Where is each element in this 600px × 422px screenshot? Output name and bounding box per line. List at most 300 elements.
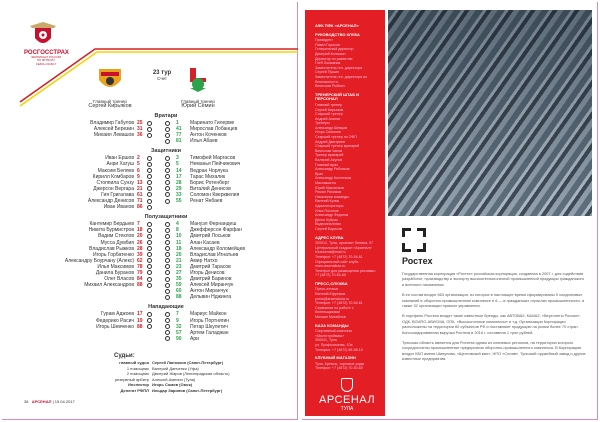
away-player-number: 55	[176, 198, 182, 205]
away-player-name: Ренат Янбаев	[190, 198, 223, 205]
away-circle-icon	[165, 162, 170, 167]
away-coach: Юрий Семин	[181, 103, 215, 109]
home-player-number: 18	[137, 227, 143, 234]
away-player-number: 9	[176, 317, 179, 324]
home-player-name: Максим Беляев	[97, 167, 134, 174]
arsenal-logo-name: АРСЕНАЛ	[319, 394, 376, 406]
panel-line: Главный тренер	[315, 102, 342, 107]
away-player-name: Антон Миранчук	[190, 288, 228, 295]
spacer	[157, 336, 165, 342]
away-circle-icon	[165, 133, 170, 138]
right-page	[302, 2, 598, 420]
panel-line: press@arsenaltula.ru	[315, 296, 350, 301]
away-player-name: Соломон Кверквелия	[190, 191, 240, 198]
rostec-name: Ростех	[402, 256, 433, 266]
home-player-number: 25	[137, 120, 143, 126]
league-brand-name: РОСГОССТРАХ	[24, 50, 69, 56]
away-player-number: 32	[176, 323, 182, 330]
away-circle-icon	[165, 295, 170, 300]
referee-role: Делегат РФПЛ	[120, 387, 149, 393]
home-club	[80, 66, 140, 109]
panel-line: Старший тренер вратарей	[315, 144, 360, 149]
home-player-name: Кантемир Бердыев	[89, 221, 134, 228]
home-player-number: 7	[137, 221, 140, 228]
home-player-number: 62	[137, 257, 143, 264]
away-player-number: 77	[176, 132, 182, 139]
home-player-number: 13	[137, 179, 143, 186]
panel-heading: КЛУБНЫЙ МАГАЗИН	[315, 355, 356, 361]
home-circle-icon	[147, 240, 152, 245]
home-player-number: 61	[137, 191, 143, 198]
panel-line: Евгений Ефремов	[315, 292, 346, 297]
away-circle-icon	[165, 330, 170, 335]
away-player-name: Мануэл Фернандеш	[190, 221, 237, 228]
panel-line: Сергей Кирьяков	[315, 107, 344, 112]
away-circle-icon	[165, 246, 170, 251]
referee-name: Сергей Лапочкин (Санкт-Петербург)	[152, 360, 224, 365]
away-circle-icon	[165, 240, 170, 245]
panel-line: 300041, Тула	[315, 338, 337, 343]
home-player-number: 6	[137, 167, 140, 174]
home-player-name: Александр Денисов	[87, 198, 134, 205]
away-player-name: Дмитрий Баринов	[190, 276, 232, 283]
rostec-ad	[402, 228, 587, 367]
home-player-number: 26	[137, 239, 143, 246]
away-circle-icon	[165, 264, 170, 269]
away-circle-icon	[165, 234, 170, 239]
away-circle-icon	[165, 192, 170, 197]
rostec-paragraph: В портфель Ростеха входят такие известные бренды, как АВТОВАЗ, КАМАЗ, «Вертолеты России», ОДК, ВСМПО-АВИСМА, ОПК, «Высокоточные комплексы» и т.д. Организации Корпорации расположены на территории 60 субъектов РФ и поставляют продукцию на рынки более 70 стран. Консолидированная выручка Ростеха в 2016 г. составила 1 трлн рублей.	[402, 313, 581, 335]
score-label: Счет	[157, 76, 167, 81]
away-player-number: 60	[176, 288, 182, 295]
home-player-name: Федерико Расич	[95, 317, 134, 324]
away-player-number: 88	[176, 294, 182, 301]
industrial-photo	[388, 10, 592, 216]
home-player-number: 19	[137, 317, 143, 324]
away-player-number: 20	[176, 251, 182, 258]
home-circle-icon	[147, 121, 152, 126]
home-player-number	[137, 294, 147, 300]
panel-line: Вячеслав Рыбкин	[315, 84, 345, 89]
referee-role: 2 помощник	[126, 371, 149, 377]
panel-heading: РУКОВОДСТВО КЛУБА	[315, 31, 360, 37]
away-player-name: Неманья Пейчинович	[190, 161, 241, 168]
lokomotiv-crest-icon	[186, 66, 210, 92]
section-title: Защитники	[150, 148, 182, 155]
rostec-paragraph: Тульская область является для Ростеха одним из ключевых регионов, на территории которого сосредоточены промышленные предприятия оборонно-промышленного комплекса. В Корпорацию входят КБП имени Шипунова, «Щегловский вал», НПО «Сплав», Тульский оружейный завод и другие известные предприятия.	[402, 340, 586, 362]
away-circle-icon	[165, 222, 170, 227]
panel-line: Александр Рябчиков	[315, 167, 350, 172]
away-player-number: 33	[176, 191, 182, 198]
away-player-number: 59	[176, 282, 182, 289]
home-player-name: Стоппила Сунзу	[96, 179, 134, 186]
home-player-name: Олег Власов	[104, 276, 134, 283]
referee-role: главный судья	[119, 360, 149, 365]
footer-date: 15.04.2017	[54, 399, 75, 404]
home-player-name: Владимир Габулов	[90, 120, 134, 126]
away-player-name: Алексей Миранчук	[190, 282, 234, 289]
panel-line: Вячеслав Чанов	[315, 148, 343, 153]
away-player-name: Виталий Денисов	[190, 185, 231, 192]
away-circle-icon	[165, 174, 170, 179]
panel-line: Администраторы	[315, 203, 344, 208]
arsenal-logo	[319, 378, 375, 412]
home-circle-icon	[147, 174, 152, 179]
panel-line: Телефон: +7 (4872) 70-54-61	[315, 254, 363, 259]
panel-heading: ТРЕНЕРСКИЙ ШТАБ И ПЕРСОНАЛ	[315, 91, 360, 102]
away-circle-icon	[165, 258, 170, 263]
panel-line: Главный врач	[315, 162, 339, 167]
home-player-name: Джерсон Вергара	[93, 185, 134, 192]
away-circle-icon	[165, 156, 170, 161]
panel-line: Евгений Кулик	[315, 199, 340, 204]
away-circle-icon	[165, 324, 170, 329]
home-circle-icon	[147, 258, 152, 263]
away-player-number: 27	[176, 269, 182, 276]
home-coach-label: Главный тренер	[93, 99, 127, 104]
home-player-name: Иван Иванов	[103, 204, 134, 211]
away-player-name: Тарас Михалик	[190, 173, 226, 180]
away-circle-icon	[165, 139, 170, 144]
panel-line: Денис Кубрак	[315, 217, 338, 222]
page-number: 38	[24, 399, 29, 404]
home-player-name: Илья Максимов	[97, 263, 134, 270]
referee-name: Валерий Данченко (Уфа)	[152, 365, 199, 371]
away-circle-icon	[165, 318, 170, 323]
rostec-logo-icon	[402, 228, 426, 252]
home-circle-icon	[147, 228, 152, 233]
home-player-name: Владислав Рыжков	[89, 245, 134, 252]
panel-line: 300012, Тула, проспект Ленина, 97	[315, 241, 374, 246]
home-player-name	[22, 294, 137, 300]
away-player-name: Антон Коченков	[190, 132, 227, 139]
away-circle-icon	[165, 289, 170, 294]
panel-line: Директор по развитию	[315, 56, 353, 61]
panel-line: Александр Костенков	[315, 176, 351, 181]
page-footer: 38 АРСЕНАЛ | 15.04.2017	[24, 399, 75, 404]
section-title: Нападающие	[148, 304, 184, 311]
away-player-name: Дельвин Нджинга	[190, 294, 232, 301]
panel-line: Юрий Марченков	[315, 185, 344, 190]
away-player-name: Игорь Портнягин	[190, 317, 230, 324]
home-circle-icon	[147, 283, 152, 288]
away-circle-icon	[165, 283, 170, 288]
away-player-name: Борис Ротенберг	[190, 179, 230, 186]
home-player-number: 28	[137, 245, 143, 252]
referee-row	[62, 388, 292, 394]
panel-line: Сервисная по работе с болельщиками	[315, 305, 354, 315]
home-circle-icon	[147, 234, 152, 239]
away-club	[168, 66, 228, 109]
panel-line: Видеоаналитик	[315, 222, 341, 227]
rostec-paragraph: В ее состав входят 663 организации, из которых в настоящее время сформированы 9 холдинговых компаний в оборонно-промышленном комплексе и 6 — в гражданских отраслях промышленности, а также 32 организации прямого управления.	[402, 292, 585, 309]
home-player-name	[22, 138, 137, 144]
referee-role: Инспектор	[128, 382, 149, 388]
home-player-name: Гурам Аджоев	[100, 311, 134, 318]
away-player-name: Амир Натхо	[190, 257, 218, 264]
panel-line: Павел Горохов	[315, 42, 340, 47]
panel-line: Официальный сайт клуба	[315, 259, 359, 264]
away-player-number: 23	[176, 263, 182, 270]
panel-line: Президент	[315, 38, 333, 43]
home-circle-icon	[147, 324, 152, 329]
panel-line: Михаил Михайлов	[315, 315, 346, 320]
home-circle-icon	[147, 133, 152, 138]
away-circle-icon	[165, 199, 170, 204]
home-player-name: Михаил Александров	[84, 282, 134, 289]
referee-role: резервный арбитр	[114, 376, 149, 382]
arsenal-crest-icon	[98, 66, 122, 92]
league-line: ПО ФУТБОЛУ	[36, 58, 55, 63]
away-player-name: Алан Касаев	[190, 239, 220, 246]
home-player-number: 78	[137, 263, 143, 270]
home-circle-icon	[147, 312, 152, 317]
home-circle-icon	[147, 318, 152, 323]
away-circle-icon	[165, 312, 170, 317]
league-logo-icon	[28, 18, 58, 48]
home-player-number: 86	[137, 204, 143, 211]
referee-name: Алексей Амелин (Тула)	[152, 376, 196, 382]
home-player-number: 9	[137, 173, 140, 180]
home-player-number: 2	[137, 155, 140, 162]
away-player-number: 41	[176, 126, 182, 133]
spacer	[157, 204, 165, 210]
panel-line: Валерий Акулов	[315, 158, 343, 163]
home-player-name: Мусса Думбия	[100, 239, 134, 246]
away-player-name: Мирослав Лобанцев	[190, 126, 238, 133]
referee-name: Игорь Сомов (Омск)	[152, 382, 193, 388]
away-player-name: Дмитрий Лоськов	[190, 233, 231, 240]
round: 23 тур	[152, 70, 172, 76]
away-player-number: 28	[176, 179, 182, 186]
panel-line: Телефон: +7 (4872) 70-54-61	[315, 301, 363, 306]
panel-line: Спортивный комплекс «Мостстроймаш»	[315, 329, 353, 338]
home-player-name: Иван Ершов	[105, 155, 134, 162]
home-circle-icon	[147, 264, 152, 269]
away-player-name	[187, 204, 190, 210]
away-circle-icon	[165, 270, 170, 275]
away-player-number: 18	[176, 245, 182, 252]
away-player-number: 7	[176, 311, 179, 318]
home-player-number	[137, 336, 147, 342]
panel-line: Телефон: +7 (4872) 56-68-10	[315, 347, 363, 352]
home-player-name: Кирилл Комбаров	[92, 173, 134, 180]
panel-line: Тренеры	[315, 121, 330, 126]
away-circle-icon	[165, 277, 170, 282]
away-player-number	[175, 204, 187, 210]
panel-line: Александр Шевцов	[315, 125, 348, 130]
panel-line: Илья Посохов	[315, 208, 339, 213]
home-circle-icon	[147, 252, 152, 257]
lineups	[22, 109, 302, 342]
lineup-row	[22, 336, 302, 342]
home-circle-icon	[147, 156, 152, 161]
home-player-name: Игорь Шевченко	[96, 323, 134, 330]
away-player-number: 35	[176, 276, 182, 283]
referee-name: Дмитрий Жаров (Ленинградская область)	[152, 371, 230, 377]
away-player-number: 5	[176, 161, 179, 168]
home-player-number	[137, 138, 147, 144]
referee-role: 1 помощник	[126, 365, 149, 371]
home-player-number: 31	[137, 126, 143, 133]
away-circle-icon	[165, 121, 170, 126]
away-circle-icon	[165, 228, 170, 233]
panel-line: Дмитрий Коляшин	[315, 51, 346, 56]
panel-heading: АДРЕС КЛУБА	[315, 234, 344, 240]
arsenal-logo-city: ТУЛА	[340, 406, 354, 412]
panel-heading: БАЗА КОМАНДЫ	[315, 322, 349, 328]
league-brand	[24, 50, 68, 66]
home-player-number: 84	[137, 276, 143, 283]
panel-line: Глеб Лохманов	[315, 61, 341, 66]
away-player-name: Ведран Чорлука	[190, 167, 228, 174]
home-player-number: 39	[137, 251, 143, 258]
section-title: Полузащитники	[144, 214, 188, 221]
away-circle-icon	[165, 252, 170, 257]
home-circle-icon	[147, 222, 152, 227]
away-player-name: Игорь Денисов	[190, 269, 225, 276]
panel-line: Генеральный директор	[315, 47, 354, 52]
home-circle-icon	[147, 199, 152, 204]
panel-line: Старший тренер по ОФП	[315, 135, 357, 140]
away-player-name: Владислав Игнатьев	[190, 251, 239, 258]
home-player-name: Игорь Горбатенко	[92, 251, 134, 258]
home-player-name: Никита Бурмистров	[88, 227, 134, 234]
panel-line: Массажисты	[315, 181, 337, 185]
home-player-number: 79	[137, 269, 143, 276]
panel-line: Телефон: +7 (4872) 70-50-60	[315, 366, 363, 371]
panel-heading: АФК ПФК «АРСЕНАЛ»	[315, 23, 359, 28]
home-player-name: Алексей Березин	[93, 126, 134, 133]
home-circle-icon	[147, 180, 152, 185]
section-title: Вратари	[154, 113, 178, 119]
away-player-number: 17	[176, 173, 182, 180]
panel-line: Тренер вратарей	[315, 153, 344, 158]
home-circle-icon	[147, 168, 152, 173]
panel-line: Заместитель ген. директора по безопасности	[315, 74, 368, 84]
home-circle-icon	[147, 246, 152, 251]
home-player-number: 71	[137, 198, 143, 205]
home-player-name: Данила Буранов	[95, 269, 134, 276]
panel-line: Начальник команды	[315, 194, 349, 199]
lineup-row	[22, 294, 302, 300]
away-player-name: Дмитрий Тарасов	[190, 263, 231, 270]
panel-line: Центральный стадион «Арсенал»	[315, 245, 372, 250]
away-player-name: Петар Шкулетич	[190, 323, 228, 330]
panel-heading: ПРЕСС-СЛУЖБА	[315, 280, 348, 286]
home-player-name: Гия Григалава	[101, 191, 134, 198]
lineup-row	[22, 204, 302, 210]
lineup-row	[22, 138, 302, 144]
home-player-name: Вадим Стеклов	[98, 233, 134, 240]
away-circle-icon	[165, 168, 170, 173]
panel-line: Сергей Борисов	[315, 226, 342, 231]
home-circle-icon	[147, 205, 152, 210]
home-circle-icon	[147, 162, 152, 167]
panel-line: Телефон для размещения рекламы: +7 (4872) 70-54-60	[315, 268, 376, 278]
referees-title: Судьи:	[114, 353, 135, 359]
away-player-number: 81	[176, 138, 182, 145]
home-coach: Сергей Кирьяков	[88, 103, 132, 109]
away-player-number: 1	[176, 120, 179, 126]
home-player-number: 36	[137, 132, 143, 139]
away-player-number: 8	[176, 227, 179, 234]
panel-line: www.arsenaltula.ru	[315, 264, 346, 269]
home-player-name: Михаил Левашов	[93, 132, 134, 139]
away-player-number: 11	[176, 239, 182, 246]
home-circle-icon	[147, 186, 152, 191]
away-circle-icon	[165, 336, 170, 341]
club-info-panel	[305, 10, 385, 416]
league-line: ЧЕМПИОНАТ РОССИИ	[30, 55, 62, 59]
arsenal-shield-icon	[341, 378, 353, 392]
away-coach-label: Главный тренер	[181, 99, 215, 104]
away-player-name: Мариус Майкон	[190, 311, 227, 318]
away-player-number: 3	[176, 155, 179, 162]
home-circle-icon	[147, 277, 152, 282]
spacer	[157, 138, 165, 144]
away-player-name: Тимофей Маргасов	[190, 155, 236, 162]
away-player-number: 90	[176, 335, 182, 342]
away-player-number: 21	[176, 257, 182, 264]
panel-line: Пресс-атташе	[315, 287, 339, 292]
referee-name: Ильдар Зарипов (Санкт-Петербург)	[152, 387, 223, 393]
away-player-number: 14	[176, 167, 182, 174]
away-player-name: Илья Абаев	[190, 138, 218, 145]
home-player-number: 17	[137, 311, 143, 318]
panel-line: Андрей Агапов	[315, 116, 340, 121]
away-circle-icon	[165, 186, 170, 191]
away-player-name: Джефферсон Фарфан	[190, 227, 242, 234]
home-player-number: 88	[137, 282, 143, 289]
away-player-name: Артем Галаджан	[190, 329, 229, 336]
panel-line: ул. Профсоюзная, 10а	[315, 343, 353, 347]
away-player-number: 29	[176, 185, 182, 192]
away-circle-icon	[165, 180, 170, 185]
home-player-name	[22, 336, 137, 342]
panel-line: Тула, Кремль, торговые ряды	[315, 361, 365, 366]
away-circle-icon	[165, 127, 170, 132]
spacer	[157, 294, 165, 300]
panel-line: Андрей Дмитриев	[315, 139, 345, 144]
panel-line: Роман Рахимов	[315, 190, 342, 195]
home-player-number: 21	[137, 185, 143, 192]
home-circle-icon	[147, 192, 152, 197]
home-player-number: 5	[137, 161, 140, 168]
panel-line: Старший тренер	[315, 112, 343, 117]
panel-line: fckarsenal@mail.ru	[315, 250, 346, 255]
away-player-name: Ари	[190, 335, 199, 342]
panel-line: Игорь Симонов	[315, 130, 341, 135]
home-player-number: 88	[137, 323, 143, 330]
league-line: СЕЗОН 2016/17	[35, 61, 57, 66]
rostec-paragraph: Государственная корпорация «Ростех» российская корпорация, созданная в 2007 г. для содействия разработке, производству и экспорту высокотехнологичной промышленной продукции гражданского и военного назначения.	[402, 271, 585, 287]
panel-line: Сергей Пушин	[315, 70, 340, 75]
away-player-name: Александр Коломейцев	[190, 245, 245, 252]
away-player-number: 4	[176, 221, 179, 228]
home-player-number: 20	[137, 233, 143, 240]
away-player-name: Маринато Гилерме	[190, 120, 235, 126]
footer-brand: АРСЕНАЛ	[31, 399, 52, 404]
home-player-name: Александру Боурчану (Алекс)	[64, 257, 134, 264]
panel-line: Александр Федотов	[315, 213, 349, 218]
home-circle-icon	[147, 270, 152, 275]
referees	[62, 352, 292, 394]
home-player-name: Анри Хагуш	[106, 161, 134, 168]
home-circle-icon	[147, 127, 152, 132]
away-player-number: 57	[176, 329, 182, 336]
away-player-number: 10	[176, 233, 182, 240]
